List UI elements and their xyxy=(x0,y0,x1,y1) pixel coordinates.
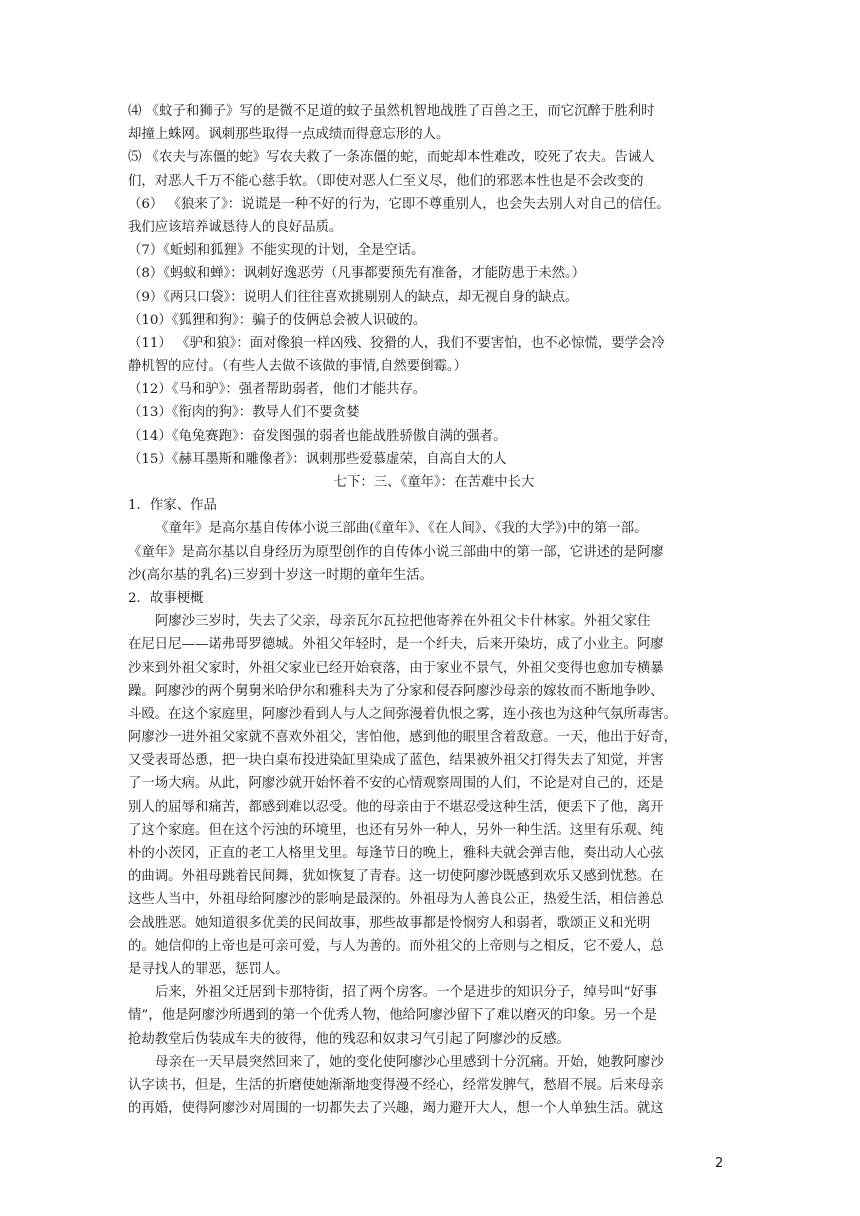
text-line: 躁。阿廖沙的两个舅舅米哈伊尔和雅科夫为了分家和侵吞阿廖沙母亲的嫁妆而不断地争吵、 xyxy=(128,683,664,699)
text-line: 情”，他是阿廖沙所遇到的第一个优秀人物，他给阿廖沙留下了难以磨灭的印象。另一个是 xyxy=(128,1008,658,1024)
text-line: 的曲调。外祖母跳着民间舞，犹如恢复了青春。这一切使阿廖沙既感到欢乐又感到忧愁。在 xyxy=(128,869,664,885)
text-line: 认字读书，但是，生活的折磨使她渐渐地变得漫不经心，经常发脾气，愁眉不展。后来母亲 xyxy=(128,1077,664,1093)
fable-item-10: （10）《狐狸和狗》：骗子的伎俩总会被人识破的。 xyxy=(128,312,427,328)
text-line: 《童年》是高尔基以自身经历为原型创作的自传体小说三部曲中的第一部，它讲述的是阿廖 xyxy=(128,544,664,560)
text-line: （11） 《驴和狼》：面对像狼一样凶残、狡猾的人，我们不要害怕，也不必惊慌，要学会冷 xyxy=(128,335,665,351)
text-line: 朴的小茨冈，正直的老工人格里戈里。每逢节日的晚上，雅科夫就会弹吉他，奏出动人心弦 xyxy=(128,846,664,861)
fable-item-6 xyxy=(128,193,740,239)
fable-item-11 xyxy=(128,332,740,378)
fable-item-4 xyxy=(128,100,740,146)
text-line: 《童年》是高尔基自传体小说三部曲(《童年》、《在人间》、《我的大学》)中的第一部。 xyxy=(155,521,648,537)
text-line: 们，对恶人千万不能心慈手软。（即使对恶人仁至义尽，他们的邪恶本性也是不会改变的 xyxy=(128,173,644,189)
section-author-works xyxy=(128,494,740,587)
text-line: 我们应该培养诚恳待人的良好品质。 xyxy=(128,219,343,235)
page-number: 2 xyxy=(715,1156,724,1171)
fable-item-9: （9）《两只口袋》：说明人们往往喜欢挑剔别人的缺点，却无视自身的缺点。 xyxy=(128,289,579,305)
text-line: 静机智的应付。（有些人去做不该做的事情,自然要倒霉。） xyxy=(128,359,468,375)
text-line: 在尼日尼——诺弗哥罗德城。外祖父年轻时，是一个纤夫，后来开染坊，成了小业主。阿廖 xyxy=(128,637,664,653)
text-line: 别人的屈辱和痛苦，都感到难以忍受。他的母亲由于不堪忍受这种生活，便丢下了他，离开 xyxy=(128,799,664,815)
fable-item-12: （12）《马和驴》：强者帮助弱者，他们才能共存。 xyxy=(128,382,427,398)
text-line: 阿廖沙一进外祖父家就不喜欢外祖父，害怕他，感到他的眼里含着敌意。一天，他出于好奇， xyxy=(128,730,678,746)
text-line: 却撞上蛛网。讽刺那些取得一点成绩而得意忘形的人。 xyxy=(128,127,450,143)
text-line: 阿廖沙三岁时，失去了父亲，母亲瓦尔瓦拉把他寄养在外祖父卡什林家。外祖父家住 xyxy=(155,614,651,630)
text-line: 了一场大病。从此，阿廖沙就开始怀着不安的心情观察周围的人们，不论是对自己的，还是 xyxy=(128,776,664,792)
text-line: 的再婚，使得阿廖沙对周围的一切都失去了兴趣，竭力避开大人，想一个人单独生活。就这 xyxy=(128,1101,664,1117)
text-line: 后来，外祖父迁居到卡那特街，招了两个房客。一个是进步的知识分子，绰号叫“好事 xyxy=(155,985,658,1001)
fable-item-8: （8）《蚂蚁和蝉》：讽刺好逸恶劳（凡事都要预先有准备，才能防患于未然。） xyxy=(128,266,586,282)
text-line: 是寻找人的罪恶，惩罚人。 xyxy=(128,961,289,977)
text-line: 会战胜恶。她知道很多优美的民间故事，那些故事都是怜悯穷人和弱者，歌颂正义和光明 xyxy=(128,915,651,931)
chapter-title: 七下：三、《童年》：在苦难中长大 xyxy=(333,475,535,490)
text-line: 斗殴。在这个家庭里，阿廖沙看到人与人之间弥漫着仇恨之雾，连小孩也为这种气氛所毒害。 xyxy=(128,706,678,722)
fable-item-14: （14）《龟兔赛跑》：奋发图强的弱者也能战胜骄傲自满的强者。 xyxy=(128,428,507,444)
fable-list xyxy=(128,100,740,471)
fable-item-13: （13）《衔肉的狗》：教导人们不要贪婪 xyxy=(128,405,360,421)
text-line: 母亲在一天早晨突然回来了，她的变化使阿廖沙心里感到十分沉痛。开始，她教阿廖沙 xyxy=(155,1054,664,1070)
text-line: 的。她信仰的上帝也是可亲可爱，与人为善的。而外祖父的上帝则与之相反，它不爱人，总 xyxy=(128,938,664,954)
paragraph xyxy=(128,1051,740,1121)
text-line: 沙(高尔基的乳名)三岁到十岁这一时期的童年生活。 xyxy=(128,567,434,583)
fable-item-15: （15）《赫耳墨斯和雕像者》：讽刺那些爱慕虚荣，自高自大的人 xyxy=(128,451,507,467)
text-line: （6） 《狼来了》：说谎是一种不好的行为，它即不尊重别人，也会失去别人对自己的信任。 xyxy=(128,196,670,212)
section-heading: 1．作家、作品 xyxy=(128,498,217,514)
paragraph xyxy=(128,610,740,981)
text-line: 又受表哥怂恿，把一块白桌布投进染缸里染成了蓝色，结果被外祖父打得失去了知觉，并害 xyxy=(128,753,664,769)
text-line: 了这个家庭。但在这个污浊的环境里，也还有另外一种人，另外一种生活。这里有乐观、纯 xyxy=(128,822,664,838)
fable-item-7: （7）《蚯蚓和狐狸》不能实现的计划，全是空话。 xyxy=(128,243,425,259)
section-heading: 2．故事梗概 xyxy=(128,590,204,606)
text-line: ⑸ 《农夫与冻僵的蛇》写农夫救了一条冻僵的蛇，而蛇却本性难改，咬死了农夫。告诫人 xyxy=(128,150,655,166)
text-line: 这些人当中，外祖母给阿廖沙的影响是最深的。外祖母为人善良公正，热爱生活，相信善总 xyxy=(128,892,664,908)
fable-item-5 xyxy=(128,146,740,192)
text-line: ⑷ 《蚊子和狮子》写的是微不足道的蚊子虽然机智地战胜了百兽之王，而它沉醉于胜利时 xyxy=(128,104,655,119)
text-line: 沙来到外祖父家时，外祖父家业已经开始衰落，由于家业不景气，外祖父变得也愈加专横暴 xyxy=(128,660,664,676)
page-body xyxy=(128,100,740,1120)
section-story-summary xyxy=(128,587,740,1120)
text-line: 抢劫教堂后伪装成车夫的彼得，他的残忍和奴隶习气引起了阿廖沙的反感。 xyxy=(128,1031,570,1047)
paragraph xyxy=(128,981,740,1051)
